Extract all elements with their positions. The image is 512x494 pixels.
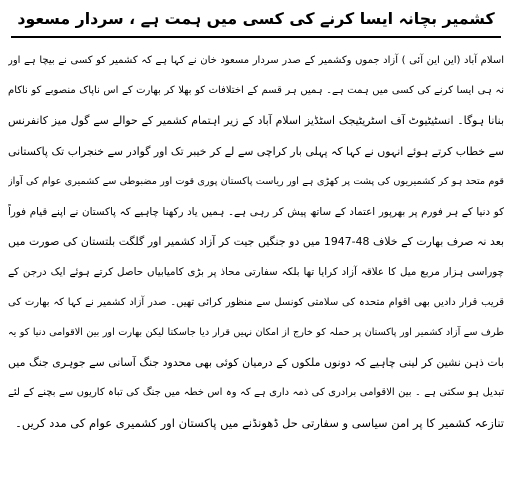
body-line: اسلام آباد (این این آئی ) آزاد جموں وکشمیر کے صدر سردار مسعود خان نے کہا ہے کہ کشمیر کو کسی نے بیچا ہے اور <box>8 55 504 66</box>
body-line: بعد نہ صرف بھارت کے خلاف 48-1947 میں دو جنگیں جیت کر آزاد کشمیر اور گلگت بلتستان کی صورت میں <box>8 235 504 249</box>
headline-container <box>8 4 504 38</box>
body-line: تنازعہ کشمیر کا پر امن سیاسی و سفارتی حل ڈھونڈنے میں پاکستان اور کشمیری عوام کی مدد کریں۔ <box>15 416 504 431</box>
article-body <box>8 46 504 438</box>
body-line: نہ ہی ایسا کرنے کی کسی میں ہمت ہے۔ ہمیں ہر قسم کے اختلافات کو بھلا کر بھارت کے اس ناپاک منصوبے کو ناکام <box>8 85 504 97</box>
body-line: سے خطاب کرتے ہوئے انہوں نے کہا کہ پہلی بار کراچی سے لے کر خیبر تک اور گوادر سے خنجراب تک پاکستانی <box>8 144 504 158</box>
body-line: تبدیل ہو سکتی ہے ۔ بین الاقوامی برادری کی ذمہ داری ہے کہ وہ اس خطہ میں جنگ کی تباہ کاریوں سے بچنے کے لئے <box>8 387 504 399</box>
body-line: کو دنیا کے ہر فورم پر بھرپور اعتماد کے ساتھ پیش کر رہی ہے۔ ہمیں یاد رکھنا چاہیے کہ پاکستان نے اپنے قیام فوراً <box>8 205 504 218</box>
body-line: بنانا ہوگا۔ انسٹیٹیوٹ آف اسٹریٹیجک اسٹڈیز اسلام آباد کے زیر اہتمام کشمیر کے حوالے سے گول میز کانفرنس <box>8 114 504 128</box>
body-line: قوم متحد ہو کر کشمیریوں کی پشت پر کھڑی ہے اور ریاست پاکستان پوری قوت اور مضبوطی سے کشمیری عوام کی آواز <box>8 175 504 187</box>
body-line: بات ذہن نشین کر لینی چاہیے کہ دونوں ملکوں کے درمیان کوئی بھی محدود جنگ آسانی سے جوہری جنگ میں <box>8 355 504 369</box>
body-line: طرف سے آزاد کشمیر اور پاکستان پر حملہ کو خارج از امکان نہیں قرار دیا جاسکتا لیکن بھارت اور بین الاقوامی دنیا کو یہ <box>8 326 504 338</box>
headline: کشمیر بچانہ ایسا کرنے کی کسی میں ہمت ہے ، سردار مسعود <box>11 4 500 38</box>
body-line: چوراسی ہزار مربع میل کا علاقہ آزاد کرایا تھا بلکہ سفارتی محاذ پر بڑی کامیابیاں حاصل کرتے ہوئے ایک درجن کے <box>8 266 504 279</box>
body-line: قریب قرار دادیں بھی اقوام متحدہ کی سلامتی کونسل سے منظور کرائی تھیں۔ صدر آزاد کشمیر نے کہا کہ بھارت کی <box>8 296 504 308</box>
